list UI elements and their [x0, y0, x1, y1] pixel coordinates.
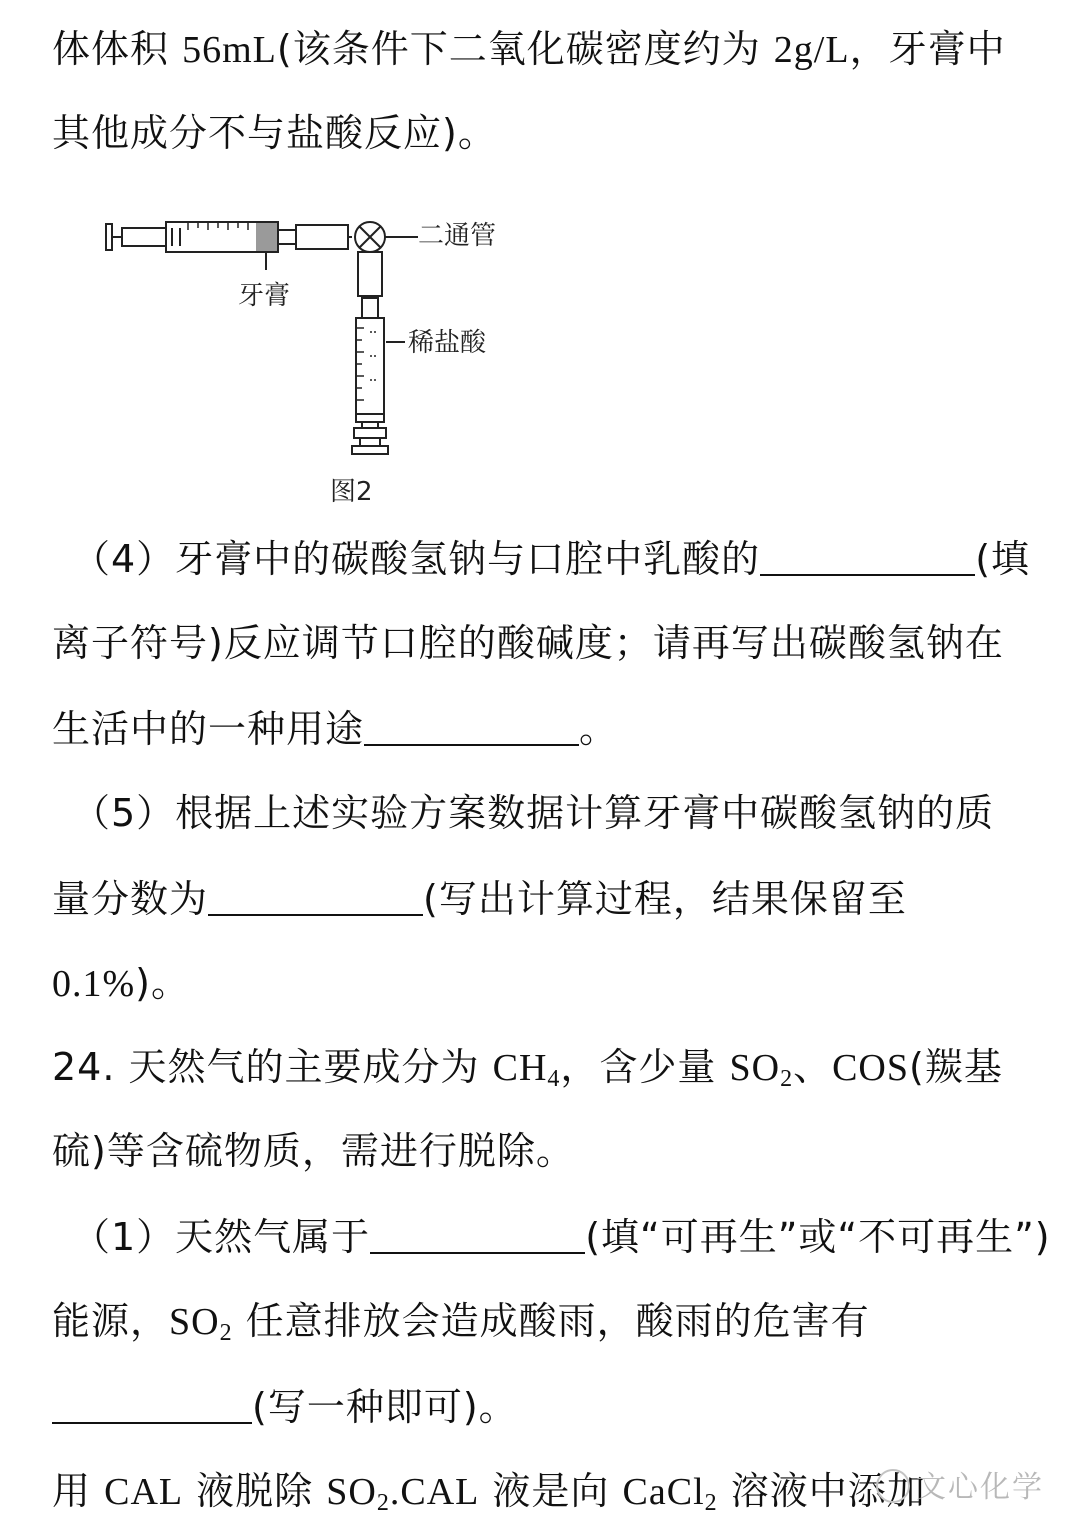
experiment-apparatus-diagram	[100, 200, 530, 520]
text-line-2: 其他成分不与盐酸反应)。	[52, 111, 497, 155]
question-5-line-2: 量分数为 (写出计算过程，结果保留至	[52, 877, 907, 921]
watermark	[876, 1462, 1044, 1506]
vertical-syringe-barrel	[356, 318, 384, 422]
question-24-1-line-3: (写一种即可)。	[52, 1384, 518, 1430]
wechat-account-icon	[876, 1469, 910, 1503]
question-24-line-last: 用 CAL 液脱除 $SO_2.CAL$ 液是向 CaCl$_2$ 溶液中添加	[52, 1469, 926, 1516]
toothpaste-sample	[256, 223, 277, 251]
watermark-text: 文心化学	[916, 1470, 1044, 1505]
connector-tube	[296, 225, 348, 249]
label-dilute-hcl: 稀盐酸	[408, 328, 487, 358]
answer-blank-24-2[interactable]	[52, 1392, 252, 1424]
question-24-1-line-2: 能源，$SO_2$ 任意排放会造成酸雨，酸雨的危害有	[52, 1299, 870, 1346]
vertical-syringe-plunger	[354, 428, 386, 438]
answer-blank-24-1[interactable]	[370, 1222, 585, 1254]
question-24-line-2: 硫)等含硫物质，需进行脱除。	[52, 1129, 575, 1173]
question-24-line-1: 24. 天然气的主要成分为 $CH_4$，含少量 $SO_2$、COS(羰基	[52, 1045, 1003, 1092]
question-4-line-1: （4）牙膏中的碳酸氢钠与口腔中乳酸的 (填	[72, 537, 1031, 581]
figure-caption: 图2	[330, 477, 373, 507]
question-4-line-3: 生活中的一种用途 。	[52, 707, 619, 751]
label-two-way-valve: 二通管	[418, 221, 497, 251]
question-5-line-1: （5）根据上述实验方案数据计算牙膏中碳酸氢钠的质	[72, 791, 995, 835]
syringe-plunger-grip	[122, 228, 166, 246]
text-line-1: 体体积 56mL(该条件下二氧化碳密度约为 2g/L，牙膏中	[52, 27, 1006, 71]
answer-blank-5[interactable]	[208, 884, 423, 916]
question-5-line-3: 0.1%)。	[52, 961, 190, 1005]
question-4-line-2: 离子符号)反应调节口腔的酸碱度；请再写出碳酸氢钠在	[52, 621, 1004, 665]
answer-blank-4-2[interactable]	[364, 714, 579, 746]
syringe-plunger-end	[106, 224, 112, 250]
answer-blank-4-1[interactable]	[760, 544, 975, 576]
question-24-1-line-1: （1）天然气属于 (填“可再生”或“不可再生”)	[72, 1215, 1051, 1259]
label-toothpaste: 牙膏	[238, 281, 291, 311]
